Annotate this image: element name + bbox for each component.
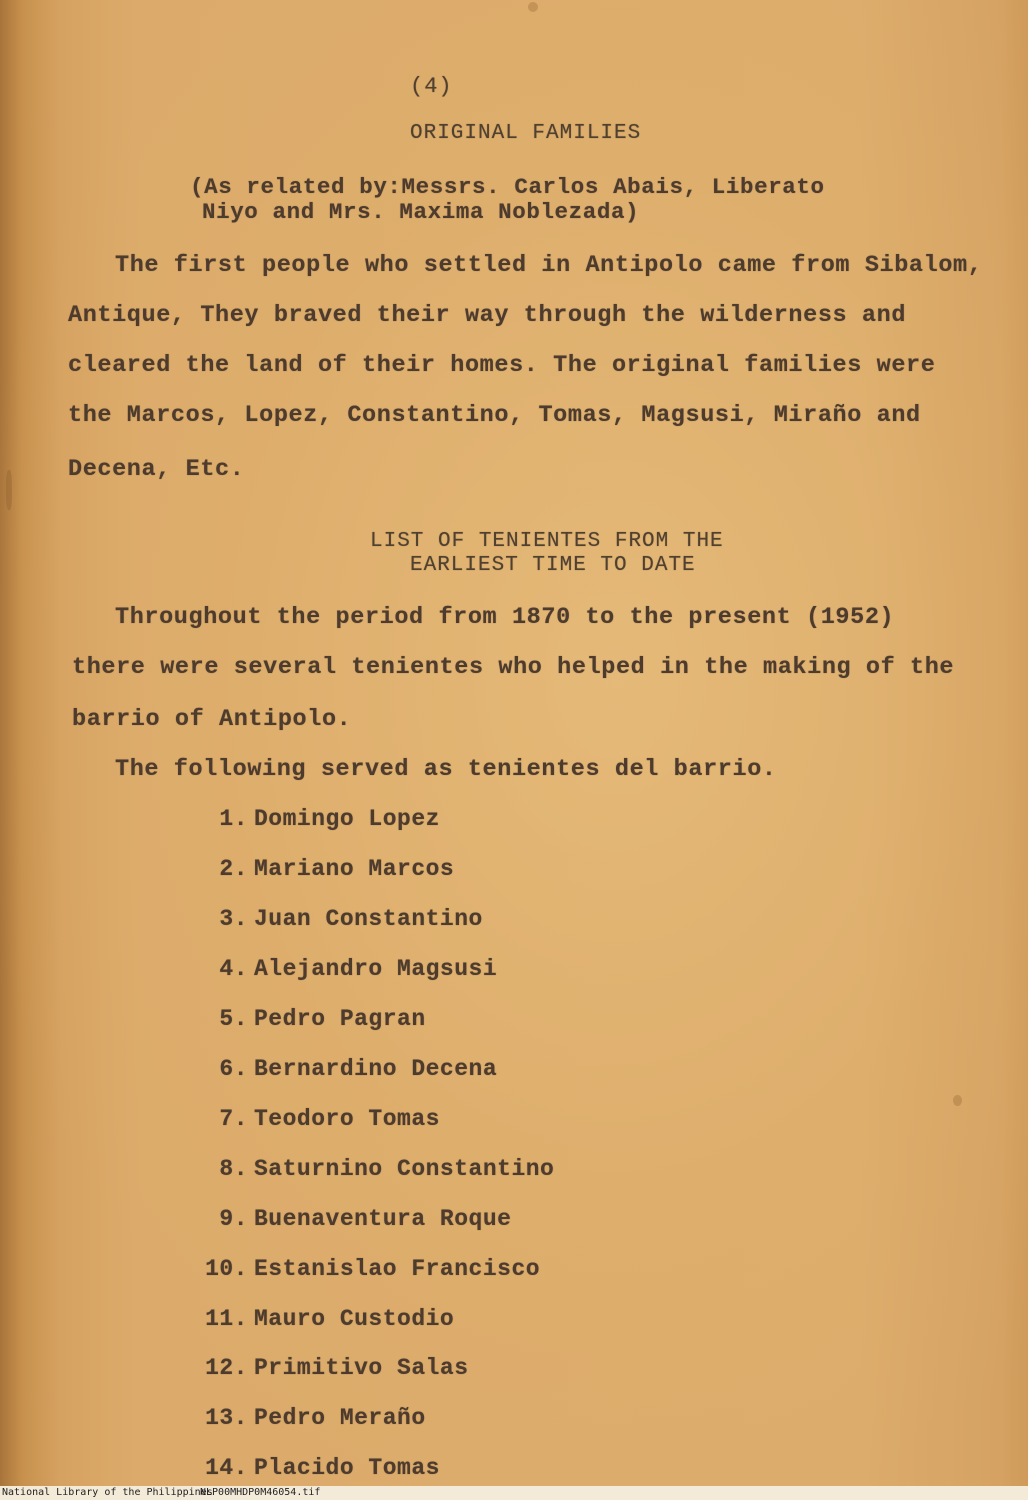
list-intro: The following served as tenientes del barrio.	[115, 756, 777, 783]
list-item: 13. Pedro Meraño	[205, 1405, 426, 1431]
attribution-line: (As related by:Messrs. Carlos Abais, Liberato	[190, 174, 825, 200]
footer-library: National Library of the Philippines	[2, 1487, 213, 1498]
list-item: 14. Placido Tomas	[205, 1455, 440, 1481]
paragraph-line: barrio of Antipolo.	[72, 706, 352, 733]
paragraph-line: there were several tenientes who helped in the making of the	[72, 654, 955, 681]
list-item: 3. Juan Constantino	[219, 906, 483, 932]
paragraph-line: Throughout the period from 1870 to the present (1952)	[115, 604, 895, 631]
paragraph-line: Decena, Etc.	[68, 456, 245, 483]
footer-file-id: NLP00MHDP0M46054.tif	[200, 1487, 321, 1498]
list-item: 7. Teodoro Tomas	[219, 1106, 440, 1132]
paragraph-line: the Marcos, Lopez, Constantino, Tomas, Magsusi, Miraño and	[68, 402, 921, 429]
section-title-tenientes: LIST OF TENIENTES FROM THE	[370, 530, 724, 553]
section-title-tenientes: EARLIEST TIME TO DATE	[410, 554, 696, 577]
section-title-original-families: ORIGINAL FAMILIES	[410, 122, 642, 145]
paragraph-line: Antique, They braved their way through the wilderness and	[68, 302, 907, 329]
list-item: 1. Domingo Lopez	[219, 806, 440, 832]
list-item: 11. Mauro Custodio	[205, 1306, 455, 1332]
list-item: 10. Estanislao Francisco	[205, 1256, 541, 1282]
list-item: 12. Primitivo Salas	[205, 1355, 469, 1381]
list-item: 6. Bernardino Decena	[219, 1056, 498, 1082]
paragraph-line: cleared the land of their homes. The original families were	[68, 352, 936, 379]
paper-stain	[528, 2, 538, 12]
list-item: 9. Buenaventura Roque	[219, 1206, 512, 1232]
paragraph-line: The first people who settled in Antipolo came from Sibalom,	[115, 252, 983, 279]
list-item: 5. Pedro Pagran	[219, 1006, 426, 1032]
paper-stain	[6, 470, 12, 510]
page-number: (4)	[410, 74, 453, 99]
scan-footer	[0, 1486, 1028, 1500]
paper-stain	[953, 1095, 962, 1106]
list-item: 4. Alejandro Magsusi	[219, 956, 498, 982]
attribution-line: Niyo and Mrs. Maxima Noblezada)	[202, 199, 640, 225]
list-item: 8. Saturnino Constantino	[219, 1156, 555, 1182]
list-item: 2. Mariano Marcos	[219, 856, 455, 882]
